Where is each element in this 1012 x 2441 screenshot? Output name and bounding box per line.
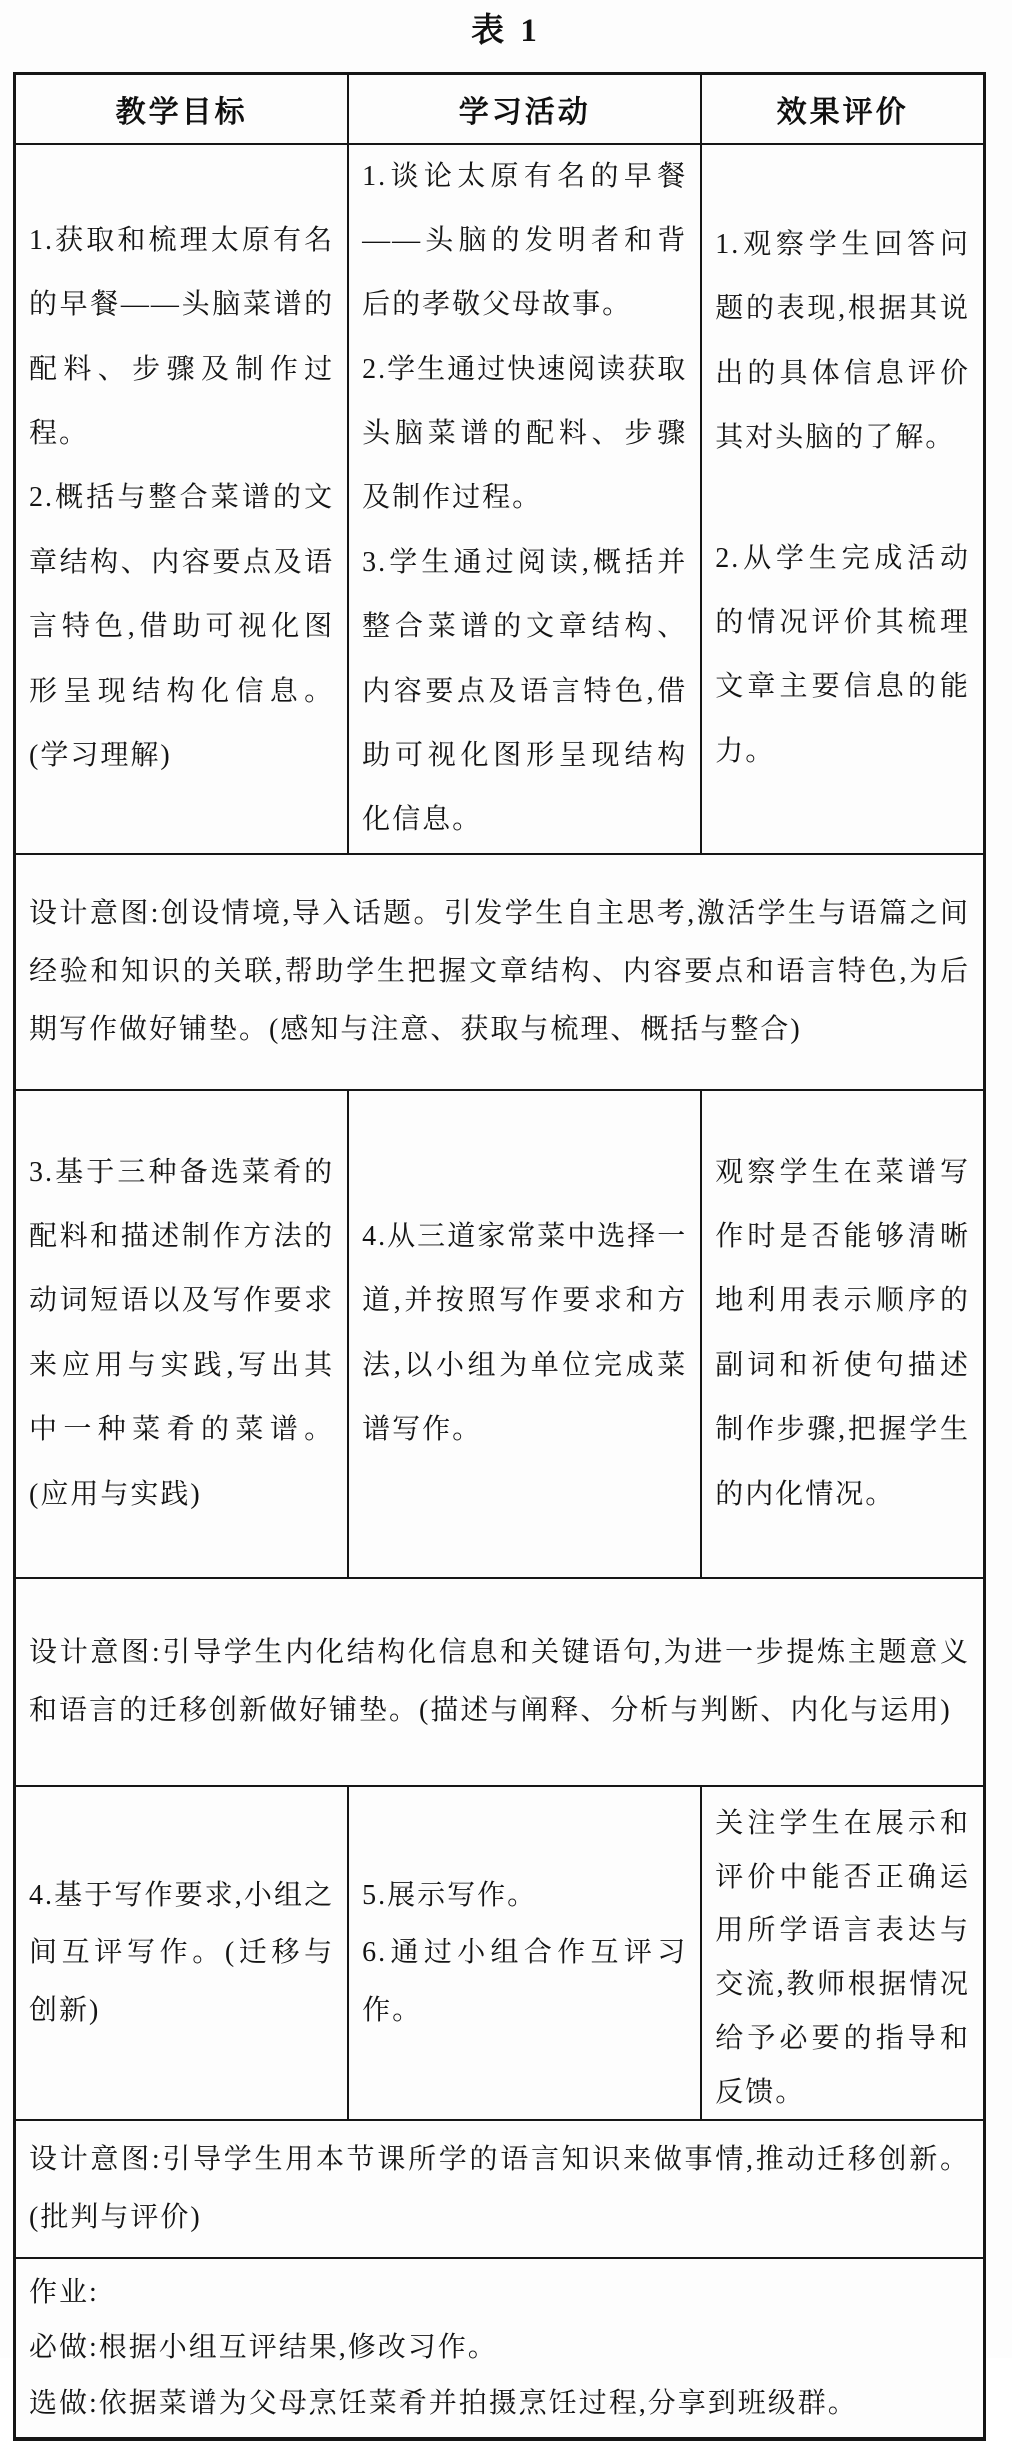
- cell-r1-evaluation: [701, 144, 984, 854]
- paragraph: 1.观察学生回答问题的表现,根据其说出的具体信息评价其对头脑的了解。: [715, 229, 970, 454]
- homework-required: 必做:根据小组互评结果,修改习作。: [29, 2332, 498, 2364]
- header-teaching-objectives: 教学目标: [15, 74, 349, 144]
- paragraph: 设计意图:引导学生内化结构化信息和关键语句,为进一步提炼主题意义和语言的迁移创新做好铺垫。(描述与阐释、分析与判断、内化与运用): [29, 1637, 970, 1726]
- paragraph: 2.概括与整合菜谱的文章结构、内容要点及语言特色,借助可视化图形呈现结构化信息。(学习理解): [29, 482, 335, 772]
- paragraph: 2.从学生完成活动的情况评价其梳理文章主要信息的能力。: [715, 542, 970, 767]
- cell-design-intent-3: [15, 2120, 985, 2257]
- paragraph: 1.谈论太原有名的早餐——头脑的发明者和背后的孝敬父母故事。: [362, 160, 688, 321]
- cell-design-intent-1: [15, 854, 985, 1090]
- cell-r2-objectives: [15, 1090, 349, 1578]
- homework-label: 作业:: [29, 2276, 99, 2308]
- cell-r3-objectives: [15, 1786, 349, 2121]
- paragraph: 6.通过小组合作互评习作。: [362, 1937, 688, 2026]
- paragraph: 3.基于三种备选菜肴的配料和描述制作方法的动词短语以及写作要求来应用与实践,写出其中一种菜肴的菜谱。(应用与实践): [29, 1156, 335, 1510]
- cell-r3-evaluation: [701, 1786, 984, 2121]
- paragraph: 设计意图:引导学生用本节课所学的语言知识来做事情,推动迁移创新。(批判与评价): [29, 2144, 970, 2233]
- header-effect-evaluation: 效果评价: [701, 74, 984, 144]
- cell-r2-activities: [348, 1090, 701, 1578]
- paragraph: 4.基于写作要求,小组之间互评写作。(迁移与创新): [29, 1879, 335, 2026]
- design-intent-row-1: [15, 854, 985, 1090]
- design-intent-row-3: [15, 2120, 985, 2257]
- paragraph: 2.学生通过快速阅读获取头脑菜谱的配料、步骤及制作过程。: [362, 353, 688, 514]
- lesson-plan-table: [13, 72, 986, 2441]
- paragraph: 设计意图:创设情境,导入话题。引发学生自主思考,激活学生与语篇之间经验和知识的关联,帮助学生把握文章结构、内容要点和语言特色,为后期写作做好铺垫。(感知与注意、获取与梳理、概括与整合): [29, 898, 970, 1045]
- content-row-2: [15, 1090, 985, 1578]
- content-row-1: [15, 144, 985, 854]
- paragraph: 观察学生在菜谱写作时是否能够清晰地利用表示顺序的副词和祈使句描述制作步骤,把握学生的内化情况。: [715, 1156, 970, 1510]
- table-header-row: [15, 74, 985, 144]
- design-intent-row-2: [15, 1578, 985, 1786]
- homework-optional: 选做:依据菜谱为父母烹饪菜肴并拍摄烹饪过程,分享到班级群。: [29, 2387, 858, 2419]
- cell-r1-activities: [348, 144, 701, 854]
- header-learning-activities: 学习活动: [348, 74, 701, 144]
- cell-r2-evaluation: [701, 1090, 984, 1578]
- paragraph: 5.展示写作。: [362, 1879, 538, 1911]
- table-caption: 表 1: [471, 13, 541, 49]
- homework-row: [15, 2258, 985, 2439]
- paragraph: 1.获取和梳理太原有名的早餐——头脑菜谱的配料、步骤及制作过程。: [29, 224, 335, 450]
- cell-design-intent-2: [15, 1578, 985, 1786]
- paragraph: 关注学生在展示和评价中能否正确运用所学语言表达与交流,教师根据情况给予必要的指导和反馈。: [715, 1807, 970, 2108]
- cell-r3-activities: [348, 1786, 701, 2121]
- cell-r1-objectives: [15, 144, 349, 854]
- cell-homework: [15, 2258, 985, 2439]
- paragraph: 3.学生通过阅读,概括并整合菜谱的文章结构、内容要点及语言特色,借助可视化图形呈现结构化信息。: [362, 546, 688, 836]
- content-row-3: [15, 1786, 985, 2121]
- paragraph: 4.从三道家常菜中选择一道,并按照写作要求和方法,以小组为单位完成菜谱写作。: [362, 1221, 688, 1446]
